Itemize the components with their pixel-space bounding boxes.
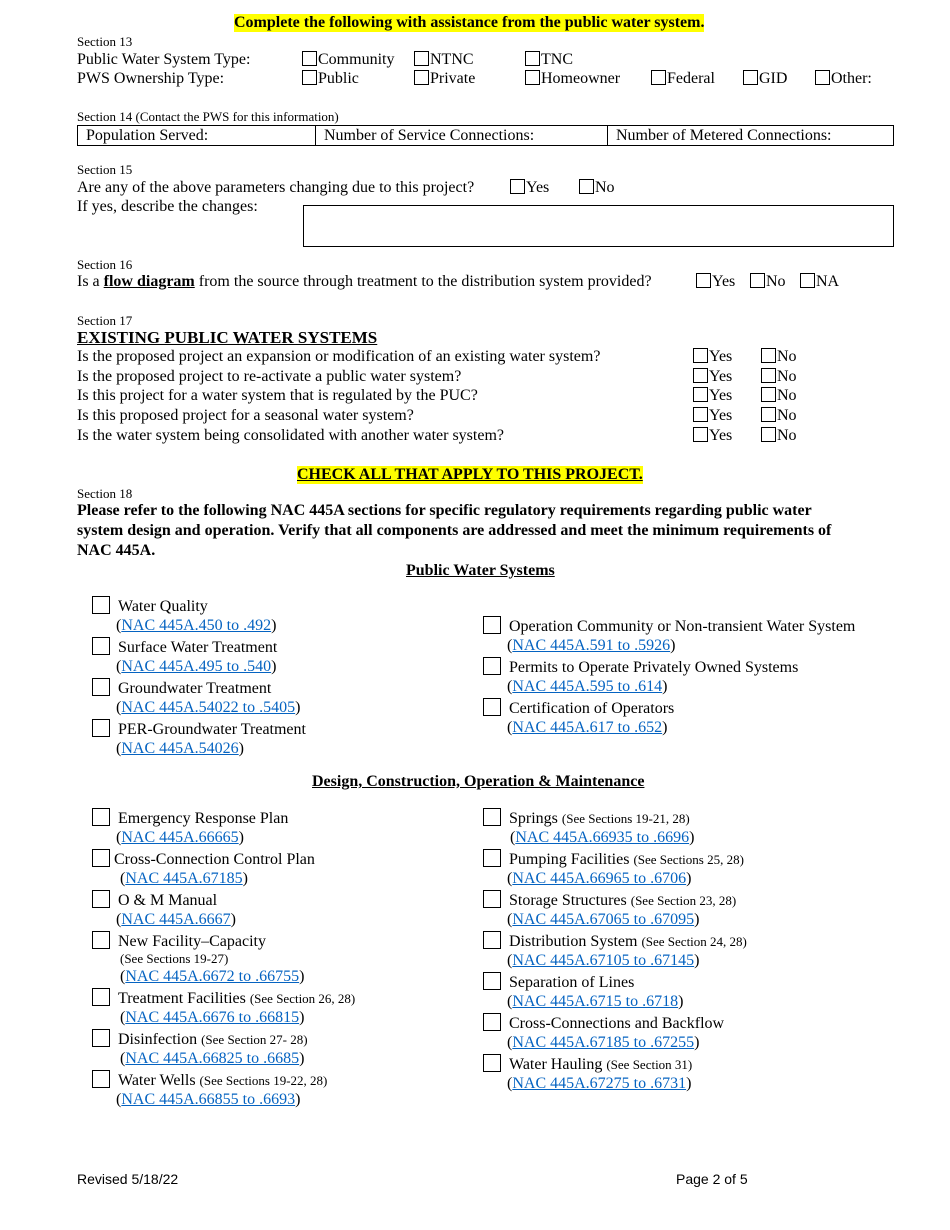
footer-revised: Revised 5/18/22: [77, 1171, 179, 1187]
section-16-label: Section 16: [77, 257, 133, 272]
describe-changes-label: If yes, describe the changes:: [77, 198, 258, 215]
dcom-item-water-hauling[interactable]: Water Hauling (See Section 31): [483, 1054, 692, 1074]
pws-item-certification[interactable]: Certification of Operators: [483, 698, 674, 718]
dcom-item-water-wells[interactable]: Water Wells (See Sections 19-22, 28): [92, 1070, 327, 1090]
dcom-item-springs[interactable]: Springs (See Sections 19-21, 28): [483, 808, 690, 828]
s17-question-4: Is this proposed project for a seasonal water system?: [77, 407, 414, 424]
checkbox[interactable]: [483, 890, 501, 908]
s16-yes-option[interactable]: Yes: [696, 273, 735, 291]
checkbox[interactable]: [483, 616, 501, 634]
checkbox[interactable]: [92, 1070, 110, 1088]
checkbox[interactable]: [651, 70, 666, 85]
pws-item-groundwater-ref: (NAC 445A.54022 to .5405): [116, 699, 301, 716]
pws-item-per-groundwater-ref: (NAC 445A.54026): [116, 740, 244, 757]
pws-type-tnc[interactable]: TNC: [525, 51, 573, 69]
checkbox[interactable]: [92, 988, 110, 1006]
dcom-item-water-hauling-ref: (NAC 445A.67275 to .6731): [507, 1075, 692, 1092]
pws-heading: Public Water Systems: [406, 562, 555, 579]
checkbox[interactable]: [483, 972, 501, 990]
pws-type-ntnc[interactable]: NTNC: [414, 51, 474, 69]
section-15-label: Section 15: [77, 162, 133, 177]
checkbox[interactable]: [483, 1054, 501, 1072]
checkbox[interactable]: [92, 719, 110, 737]
pws-type-community[interactable]: Community: [302, 51, 394, 69]
nac-link[interactable]: NAC 445A.54022 to .5405: [121, 699, 296, 716]
nac-link[interactable]: NAC 445A.66935 to .6696: [515, 829, 690, 846]
nac-link[interactable]: NAC 445A.617 to .652: [512, 719, 663, 736]
s15-yes-option[interactable]: Yes: [510, 179, 549, 197]
dcom-item-distribution[interactable]: Distribution System (See Section 24, 28): [483, 931, 747, 951]
checkbox[interactable]: [693, 427, 708, 442]
existing-systems-heading: EXISTING PUBLIC WATER SYSTEMS: [77, 328, 378, 347]
dcom-item-storage[interactable]: Storage Structures (See Section 23, 28): [483, 890, 736, 910]
ownership-gid[interactable]: GID: [743, 70, 787, 88]
section-18-line-3: NAC 445A.: [77, 542, 156, 559]
nac-link[interactable]: NAC 445A.495 to .540: [121, 658, 272, 675]
ownership-private[interactable]: Private: [414, 70, 475, 88]
s17-question-5: Is the water system being consolidated with another water system?: [77, 427, 504, 444]
checkbox[interactable]: [510, 179, 525, 194]
checkbox[interactable]: [483, 698, 501, 716]
dcom-item-storage-ref: (NAC 445A.67065 to .67095): [507, 911, 700, 928]
ownership-other[interactable]: Other:: [815, 70, 872, 88]
nac-link[interactable]: NAC 445A.6676 to .66815: [125, 1009, 300, 1026]
header-banner: Complete the following with assistance from the public water system.: [234, 14, 705, 31]
checkbox[interactable]: [483, 849, 501, 867]
checkbox[interactable]: [92, 931, 110, 949]
s16-no-option[interactable]: No: [750, 273, 786, 291]
dcom-item-springs-ref: (NAC 445A.66935 to .6696): [510, 829, 695, 846]
section-18-line-1: Please refer to the following NAC 445A sections for specific regulatory requirements regarding public water: [77, 502, 812, 519]
section-13-label: Section 13: [77, 34, 133, 49]
dcom-item-cross-connection-plan[interactable]: Cross-Connection Control Plan: [92, 849, 315, 869]
nac-link[interactable]: NAC 445A.67105 to .67145: [512, 952, 695, 969]
checkbox[interactable]: [761, 427, 776, 442]
nac-link[interactable]: NAC 445A.66855 to .6693: [121, 1091, 296, 1108]
section-18-label: Section 18: [77, 486, 133, 501]
nac-link[interactable]: NAC 445A.67185: [125, 870, 243, 887]
checkbox[interactable]: [693, 368, 708, 383]
dcom-item-new-facility-note: (See Sections 19-27): [120, 951, 229, 966]
nac-link[interactable]: NAC 445A.67185 to .67255: [512, 1034, 695, 1051]
pws-item-operation-ref: (NAC 445A.591 to .5926): [507, 637, 676, 654]
ownership-homeowner[interactable]: Homeowner: [525, 70, 620, 88]
dcom-item-distribution-ref: (NAC 445A.67105 to .67145): [507, 952, 700, 969]
s17-q3-yes[interactable]: Yes: [693, 387, 732, 405]
check-all-banner: CHECK ALL THAT APPLY TO THIS PROJECT.: [297, 466, 643, 483]
dcom-item-om-manual[interactable]: O & M Manual: [92, 890, 217, 910]
checkbox[interactable]: [92, 849, 110, 867]
dcom-item-backflow[interactable]: Cross-Connections and Backflow: [483, 1013, 724, 1033]
s17-q5-yes[interactable]: Yes: [693, 427, 732, 445]
s17-question-3: Is this project for a water system that is regulated by the PUC?: [77, 387, 478, 404]
checkbox[interactable]: [761, 387, 776, 402]
metered-connections-cell[interactable]: Number of Metered Connections:: [616, 127, 832, 144]
s17-q1-no[interactable]: No: [761, 348, 797, 366]
dcom-item-backflow-ref: (NAC 445A.67185 to .67255): [507, 1034, 700, 1051]
checkbox[interactable]: [761, 368, 776, 383]
pws-item-certification-ref: (NAC 445A.617 to .652): [507, 719, 668, 736]
s17-q4-no[interactable]: No: [761, 407, 797, 425]
s17-q1-yes[interactable]: Yes: [693, 348, 732, 366]
pws-item-surface-water[interactable]: Surface Water Treatment: [92, 637, 277, 657]
checkbox[interactable]: [92, 678, 110, 696]
pws-item-operation[interactable]: Operation Community or Non-transient Water System: [483, 616, 855, 636]
checkbox[interactable]: [302, 51, 317, 66]
checkbox[interactable]: [414, 70, 429, 85]
checkbox[interactable]: [92, 596, 110, 614]
population-served-cell[interactable]: Population Served:: [78, 126, 316, 145]
nac-link[interactable]: NAC 445A.6672 to .66755: [125, 968, 300, 985]
checkbox[interactable]: [525, 51, 540, 66]
section-18-line-2: system design and operation. Verify that all components are addressed and meet the minimum requirements of: [77, 522, 832, 539]
checkbox[interactable]: [815, 70, 830, 85]
checkbox[interactable]: [92, 1029, 110, 1047]
pws-item-permits-ref: (NAC 445A.595 to .614): [507, 678, 668, 695]
checkbox[interactable]: [483, 1013, 501, 1031]
dcom-item-disinfection-ref: (NAC 445A.66825 to .6685): [120, 1050, 305, 1067]
checkbox[interactable]: [696, 273, 711, 288]
checkbox[interactable]: [693, 387, 708, 402]
checkbox[interactable]: [483, 808, 501, 826]
section-16-question: Is a flow diagram from the source through treatment to the distribution system provided?: [77, 273, 652, 290]
dcom-item-cross-connection-plan-ref: (NAC 445A.67185): [120, 870, 248, 887]
section-14-label: Section 14 (Contact the PWS for this information): [77, 109, 339, 124]
checkbox[interactable]: [743, 70, 758, 85]
section-14-table: [77, 125, 894, 146]
s15-no-option[interactable]: No: [579, 179, 615, 197]
checkbox[interactable]: [761, 348, 776, 363]
nac-link[interactable]: NAC 445A.595 to .614: [512, 678, 663, 695]
nac-link[interactable]: NAC 445A.450 to .492: [121, 617, 272, 634]
s17-q2-yes[interactable]: Yes: [693, 368, 732, 386]
dcom-item-pumping-ref: (NAC 445A.66965 to .6706): [507, 870, 692, 887]
dcom-heading: Design, Construction, Operation & Maintenance: [312, 773, 645, 790]
checkbox[interactable]: [483, 657, 501, 675]
service-connections-cell[interactable]: Number of Service Connections:: [316, 126, 608, 145]
describe-changes-field[interactable]: [303, 205, 894, 247]
dcom-item-separation[interactable]: Separation of Lines: [483, 972, 634, 992]
pws-item-per-groundwater[interactable]: PER-Groundwater Treatment: [92, 719, 306, 739]
nac-link[interactable]: NAC 445A.6715 to .6718: [512, 993, 679, 1010]
nac-link[interactable]: NAC 445A.66825 to .6685: [125, 1050, 300, 1067]
nac-link[interactable]: NAC 445A.67065 to .67095: [512, 911, 695, 928]
dcom-item-pumping[interactable]: Pumping Facilities (See Sections 25, 28): [483, 849, 744, 869]
dcom-item-separation-ref: (NAC 445A.6715 to .6718): [507, 993, 684, 1010]
ownership-federal[interactable]: Federal: [651, 70, 715, 88]
s17-q4-yes[interactable]: Yes: [693, 407, 732, 425]
dcom-item-disinfection[interactable]: Disinfection (See Section 27- 28): [92, 1029, 308, 1049]
dcom-item-water-wells-ref: (NAC 445A.66855 to .6693): [116, 1091, 301, 1108]
pws-item-surface-water-ref: (NAC 445A.495 to .540): [116, 658, 277, 675]
checkbox[interactable]: [761, 407, 776, 422]
dcom-item-emergency-plan[interactable]: Emergency Response Plan: [92, 808, 288, 828]
checkbox[interactable]: [92, 890, 110, 908]
checkbox[interactable]: [92, 637, 110, 655]
section-17-label: Section 17: [77, 313, 133, 328]
s17-question-1: Is the proposed project an expansion or modification of an existing water system?: [77, 348, 601, 365]
s17-q5-no[interactable]: No: [761, 427, 797, 445]
nac-link[interactable]: NAC 445A.6667: [121, 911, 231, 928]
section-15-question: Are any of the above parameters changing due to this project?: [77, 179, 475, 196]
dcom-item-treatment-facilities-ref: (NAC 445A.6676 to .66815): [120, 1009, 305, 1026]
checkbox[interactable]: [414, 51, 429, 66]
checkbox[interactable]: [525, 70, 540, 85]
checkbox[interactable]: [92, 808, 110, 826]
checkbox[interactable]: [302, 70, 317, 85]
nac-link[interactable]: NAC 445A.67275 to .6731: [512, 1075, 687, 1092]
dcom-item-treatment-facilities[interactable]: Treatment Facilities (See Section 26, 28): [92, 988, 355, 1008]
nac-link[interactable]: NAC 445A.54026: [121, 740, 239, 757]
pws-item-water-quality-ref: (NAC 445A.450 to .492): [116, 617, 277, 634]
s17-question-2: Is the proposed project to re-activate a public water system?: [77, 368, 462, 385]
s17-q2-no[interactable]: No: [761, 368, 797, 386]
checkbox[interactable]: [693, 407, 708, 422]
checkbox[interactable]: [800, 273, 815, 288]
dcom-item-new-facility[interactable]: New Facility–Capacity: [92, 931, 266, 951]
s17-q3-no[interactable]: No: [761, 387, 797, 405]
s16-na-option[interactable]: NA: [800, 273, 839, 291]
pws-type-label: Public Water System Type:: [77, 51, 251, 68]
nac-link[interactable]: NAC 445A.66665: [121, 829, 239, 846]
pws-item-permits[interactable]: Permits to Operate Privately Owned Systems: [483, 657, 798, 677]
ownership-public[interactable]: Public: [302, 70, 359, 88]
dcom-item-new-facility-ref: (NAC 445A.6672 to .66755): [120, 968, 305, 985]
checkbox[interactable]: [693, 348, 708, 363]
nac-link[interactable]: NAC 445A.66965 to .6706: [512, 870, 687, 887]
footer-page-number: Page 2 of 5: [676, 1171, 748, 1187]
ownership-type-label: PWS Ownership Type:: [77, 70, 225, 87]
dcom-item-om-manual-ref: (NAC 445A.6667): [116, 911, 236, 928]
checkbox[interactable]: [483, 931, 501, 949]
pws-item-groundwater[interactable]: Groundwater Treatment: [92, 678, 271, 698]
dcom-item-emergency-plan-ref: (NAC 445A.66665): [116, 829, 244, 846]
pws-item-water-quality[interactable]: Water Quality: [92, 596, 208, 616]
checkbox[interactable]: [750, 273, 765, 288]
nac-link[interactable]: NAC 445A.591 to .5926: [512, 637, 671, 654]
checkbox[interactable]: [579, 179, 594, 194]
